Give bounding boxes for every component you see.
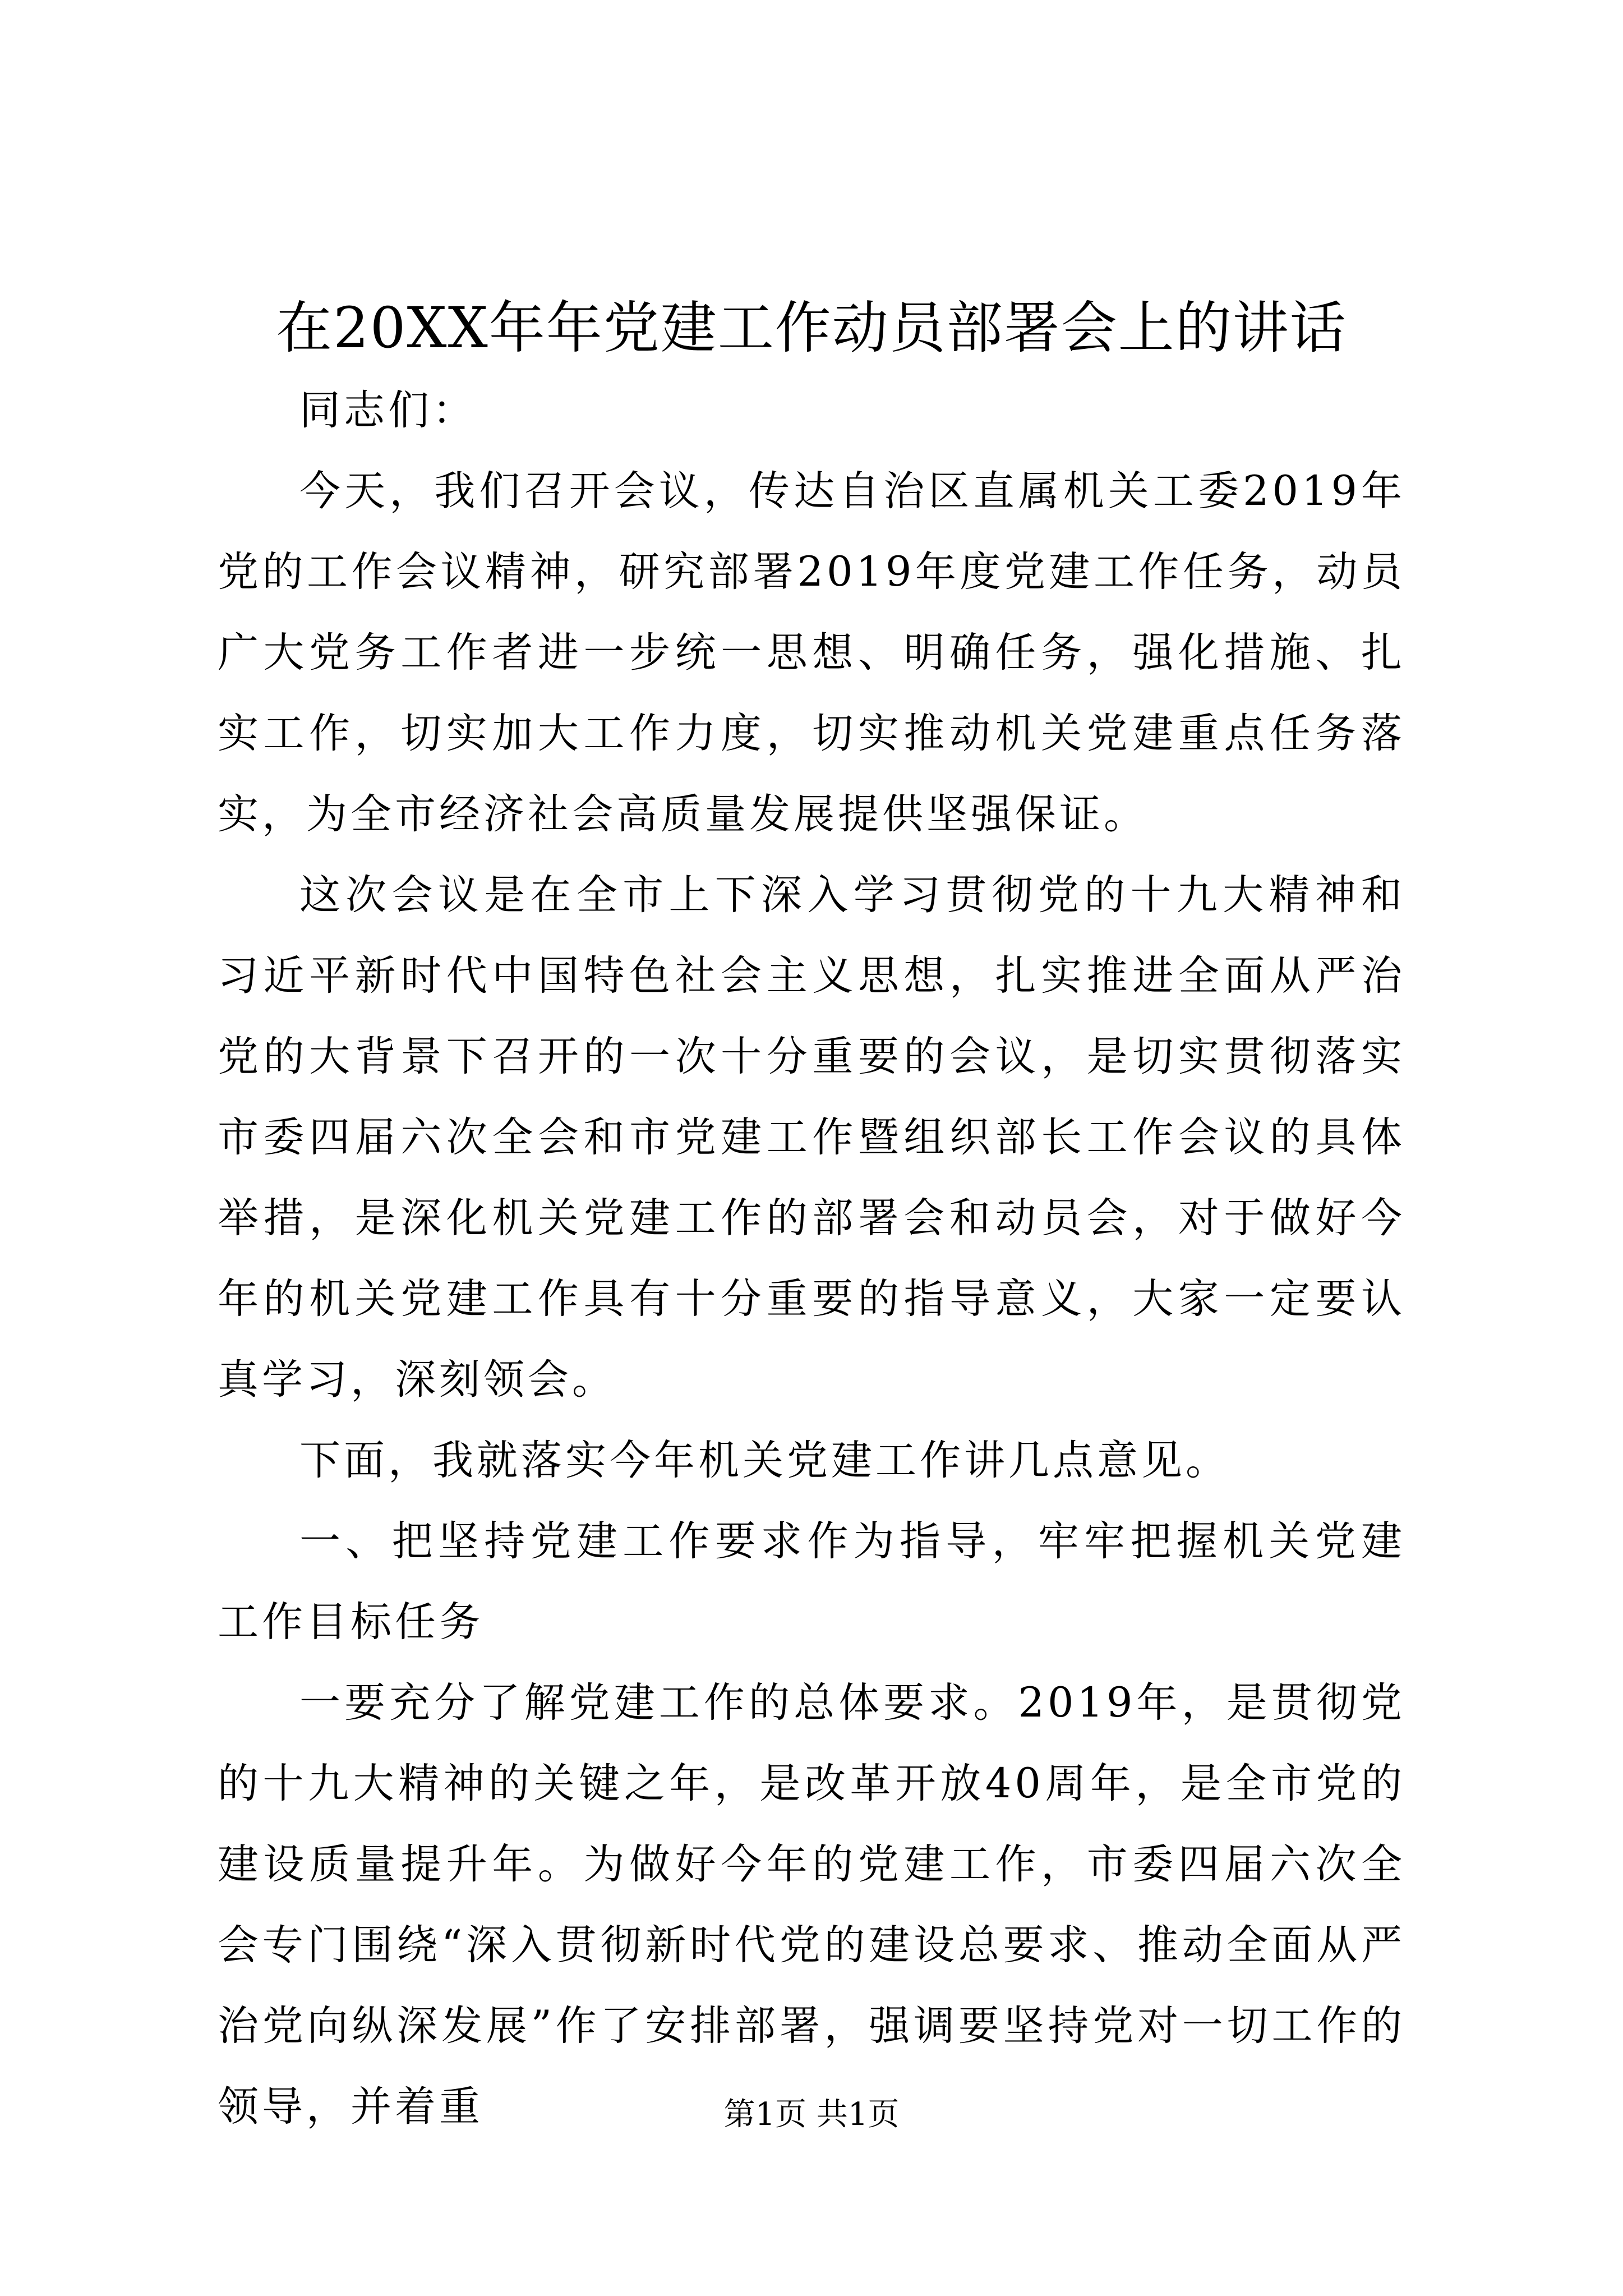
section-heading: 一、把坚持党建工作要求作为指导，牢牢把握机关党建工作目标任务 xyxy=(218,1517,1405,1646)
document-title: 在20XX年年党建工作动员部署会上的讲话 xyxy=(276,295,1347,361)
body-paragraph: 这次会议是在全市上下深入学习贯彻党的十九大精神和习近平新时代中国特色社会主义思想，扎实推进全面从严治党的大背景下召开的一次十分重要的会议，是切实贯彻落实市委四届六次全会和市党建工作暨组织部长工作会议的具体举措，是深化机关党建工作的部署会和动员会，对于做好今年的机关党建工作具有十分重要的指导意义，大家一定要认真学习，深刻领会。 xyxy=(218,871,1405,1404)
body-paragraph: 今天，我们召开会议，传达自治区直属机关工委2019年党的工作会议精神，研究部署2019年度党建工作任务，动员广大党务工作者进一步统一思想、明确任务，强化措施、扎实工作，切实加大工作力度，切实推动机关党建重点任务落实，为全市经济社会高质量发展提供坚强保证。 xyxy=(218,467,1405,838)
body-paragraph: 下面，我就落实今年机关党建工作讲几点意见。 xyxy=(299,1437,1230,1484)
page-number-footer: 第1页 共1页 xyxy=(723,2096,900,2133)
body-paragraph: 一要充分了解党建工作的总体要求。2019年，是贯彻党的十九大精神的关键之年，是改革开放40周年，是全市党的建设质量提升年。为做好今年的党建工作，市委四届六次全会专门围绕“深入贯彻新时代党的建设总要求、推动全面从严治党向纵深发展”作了安排部署，强调要坚持党对一切工作的领导，并着重 xyxy=(218,1679,1405,2131)
document-body xyxy=(218,370,1405,2147)
salutation-paragraph: 同志们： xyxy=(299,386,477,434)
